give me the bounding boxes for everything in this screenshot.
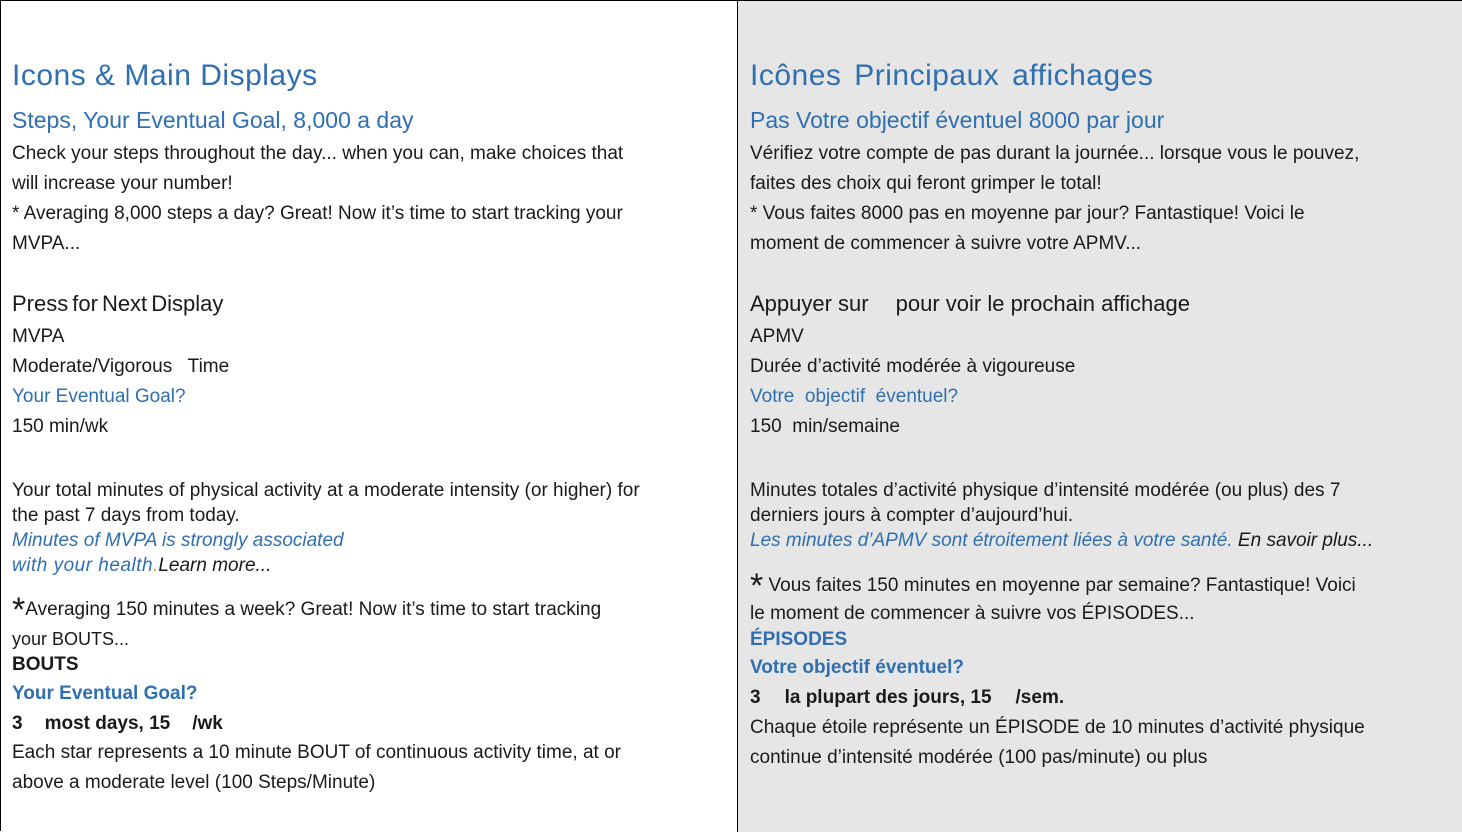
press-next-display-fr: Appuyer sur pour voir le prochain affichage xyxy=(750,291,1190,316)
total-minutes-line-fr: derniers jours à compter d’aujourd’hui. xyxy=(750,505,1074,526)
steps-text-line-fr: faites des choix qui feront grimper le total! xyxy=(750,173,1102,194)
bouts-label-fr: ÉPISODES xyxy=(750,629,848,650)
page-title: Icons & Main Displays xyxy=(12,59,318,92)
star-explanation-line: above a moderate level (100 Steps/Minute) xyxy=(12,772,376,793)
learn-more-link[interactable]: Learn more... xyxy=(158,555,272,576)
bouts-goal-question-fr: Votre objectif éventuel? xyxy=(750,657,964,678)
steps-text-line: * Averaging 8,000 steps a day? Great! Now it’s time to start tracking your xyxy=(12,203,623,224)
bouts-goal-fr: 3 la plupart des jours, 15 /sem. xyxy=(750,687,1065,708)
mvpa-description-fr: Durée d’activité modérée à vigoureuse xyxy=(750,356,1076,377)
averaging-line-fr: * Vous faites 150 minutes en moyenne par semaine? Fantastique! Voici xyxy=(750,567,1356,605)
bouts-goal: 3 most days, 15 /wk xyxy=(12,713,223,734)
health-association-line: Minutes of MVPA is strongly associated xyxy=(12,530,344,551)
bouts-label: BOUTS xyxy=(12,654,79,675)
mvpa-goal: 150 min/wk xyxy=(12,416,109,437)
mvpa-goal-fr: 150 min/semaine xyxy=(750,416,900,437)
health-association-line-fr: Les minutes d’APMV sont étroitement liées à votre santé. En savoir plus... xyxy=(750,530,1374,551)
total-minutes-line: the past 7 days from today. xyxy=(12,505,240,526)
press-next-display: Press for Next Display xyxy=(12,291,224,316)
steps-text-line-fr: Vérifiez votre compte de pas durant la journée... lorsque vous le pouvez, xyxy=(750,143,1360,164)
steps-text-line: MVPA... xyxy=(12,233,81,254)
steps-text-line-fr: * Vous faites 8000 pas en moyenne par jour? Fantastique! Voici le xyxy=(750,203,1305,224)
steps-text-line-fr: moment de commencer à suivre votre APMV... xyxy=(750,233,1142,254)
mvpa-description: Moderate/Vigorous Time xyxy=(12,356,230,377)
mvpa-label-fr: APMV xyxy=(750,326,804,347)
steps-text-line: Check your steps throughout the day... when you can, make choices that xyxy=(12,143,624,164)
star-explanation-line-fr: Chaque étoile représente un ÉPISODE de 10 minutes d’activité physique xyxy=(750,717,1365,738)
page-title-fr: Icônes Principaux affichages xyxy=(750,59,1154,92)
steps-heading: Steps, Your Eventual Goal, 8,000 a day xyxy=(12,107,414,133)
star-icon-fr: * xyxy=(750,567,764,605)
french-column xyxy=(738,1,1462,832)
mvpa-goal-question: Your Eventual Goal? xyxy=(12,386,186,407)
bouts-goal-question: Your Eventual Goal? xyxy=(12,683,198,704)
averaging-line-fr: le moment de commencer à suivre vos ÉPISODES... xyxy=(750,603,1195,624)
averaging-line: *Averaging 150 minutes a week? Great! Now it’s time to start tracking xyxy=(12,591,602,629)
total-minutes-line-fr: Minutes totales d’activité physique d’intensité modérée (ou plus) des 7 xyxy=(750,480,1341,501)
mvpa-goal-question-fr: Votre objectif éventuel? xyxy=(750,386,959,407)
steps-text-line: will increase your number! xyxy=(12,173,233,194)
learn-more-link-fr[interactable]: En savoir plus... xyxy=(1237,530,1374,551)
steps-heading-fr: Pas Votre objectif éventuel 8000 par jour xyxy=(750,107,1165,133)
averaging-line: your BOUTS... xyxy=(12,629,130,649)
health-association-line: with your health.Learn more... xyxy=(12,555,272,576)
english-column xyxy=(1,1,738,832)
star-explanation-line-fr: continue d’intensité modérée (100 pas/minute) ou plus xyxy=(750,747,1208,768)
star-explanation-line: Each star represents a 10 minute BOUT of continuous activity time, at or xyxy=(12,742,621,763)
star-icon: * xyxy=(12,591,26,629)
mvpa-label: MVPA xyxy=(12,326,65,347)
total-minutes-line: Your total minutes of physical activity at a moderate intensity (or higher) for xyxy=(12,480,640,501)
